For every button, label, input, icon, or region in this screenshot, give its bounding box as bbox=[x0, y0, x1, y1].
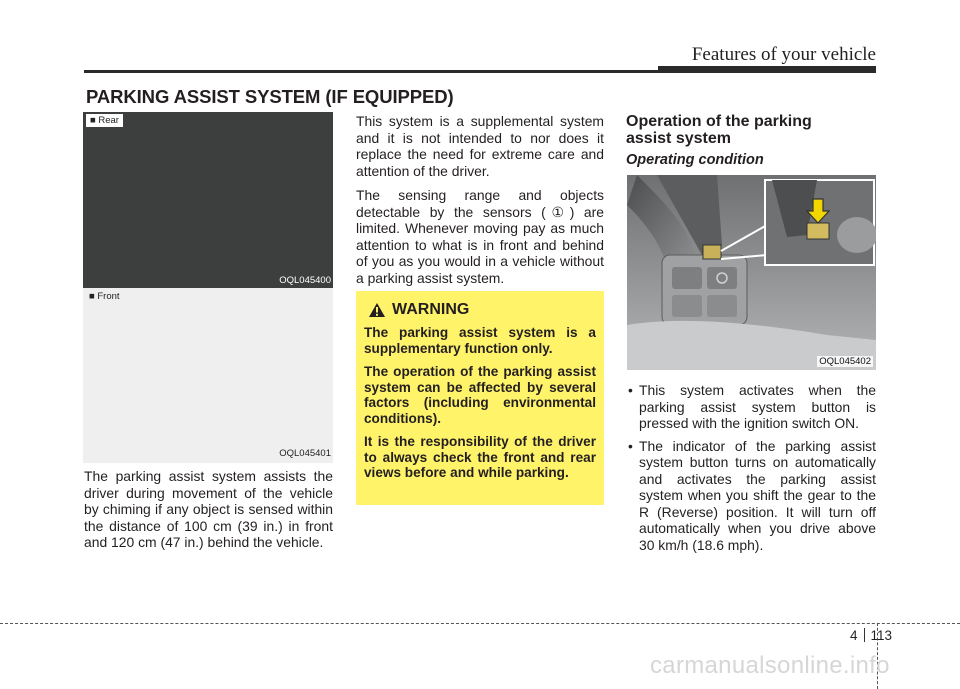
footer-rule bbox=[0, 623, 960, 624]
middle-column bbox=[356, 113, 604, 294]
intro-paragraph: The parking assist system assists the driver during movement of the vehicle by chiming if any object is sensed within the distance of 100 cm (39 in.) in front and 120 cm (47 in.) behind the vehicle. bbox=[84, 468, 333, 550]
operation-title bbox=[626, 113, 846, 147]
bullet-icon: • bbox=[628, 382, 633, 398]
rear-figure-label: ■ Rear bbox=[86, 114, 123, 127]
page-number bbox=[850, 628, 892, 643]
page-number-value: 113 bbox=[870, 628, 893, 643]
console-photo-code: OQL045402 bbox=[819, 356, 871, 367]
middle-paragraph-2: The sensing range and objects detectable by the sensors (①) are limited. Whenever moving pay as much attention to what is in front and behind of you as you would in a vehicle without a parking assist system. bbox=[356, 187, 604, 286]
bullet-text-1: This system activates when the parking assist system button is pressed with the ignition switch ON. bbox=[639, 382, 876, 431]
console-photo bbox=[627, 175, 876, 370]
list-item bbox=[626, 438, 876, 554]
warning-triangle-icon bbox=[368, 302, 386, 318]
rear-figure-code: OQL045400 bbox=[279, 275, 331, 286]
operation-subtitle: Operating condition bbox=[626, 152, 764, 168]
operation-title-text: Operation of the parking assist system bbox=[626, 113, 812, 147]
watermark: carmanualsonline.info bbox=[650, 652, 890, 679]
warning-paragraph-2: The operation of the parking assist system can be affected by several factors (including environmental conditions). bbox=[364, 364, 596, 426]
header-title: Features of your vehicle bbox=[691, 44, 876, 65]
front-figure bbox=[83, 288, 333, 463]
middle-paragraph-1: This system is a supplemental system and it is not intended to nor does it replace the need for extreme care and attention of the driver. bbox=[356, 113, 604, 179]
chapter-number: 4 bbox=[850, 628, 858, 643]
list-item bbox=[626, 382, 876, 432]
section-title: PARKING ASSIST SYSTEM (IF EQUIPPED) bbox=[86, 86, 454, 107]
rear-figure bbox=[83, 112, 333, 288]
warning-paragraph-1: The parking assist system is a supplementary function only. bbox=[364, 325, 596, 356]
page-number-separator bbox=[864, 628, 865, 642]
front-figure-label: ■ Front bbox=[89, 291, 120, 302]
bullet-icon: • bbox=[628, 437, 633, 454]
warning-title: WARNING bbox=[392, 301, 470, 318]
warning-box bbox=[356, 291, 604, 505]
bullet-text-2: The indicator of the parking assist system button turns on automatically and activates the parking assist system when you shift the gear to the R (Reverse) position. It will turn off automatically when you drive above 30 km/h (18.6 mph). bbox=[639, 437, 876, 553]
header-rule bbox=[84, 70, 876, 73]
warning-header bbox=[368, 301, 596, 319]
front-figure-code: OQL045401 bbox=[279, 448, 331, 459]
warning-paragraph-3: It is the responsibility of the driver to always check the front and rear views before and while parking. bbox=[364, 434, 596, 480]
console-illustration bbox=[627, 175, 876, 370]
operation-bullets bbox=[626, 382, 876, 559]
